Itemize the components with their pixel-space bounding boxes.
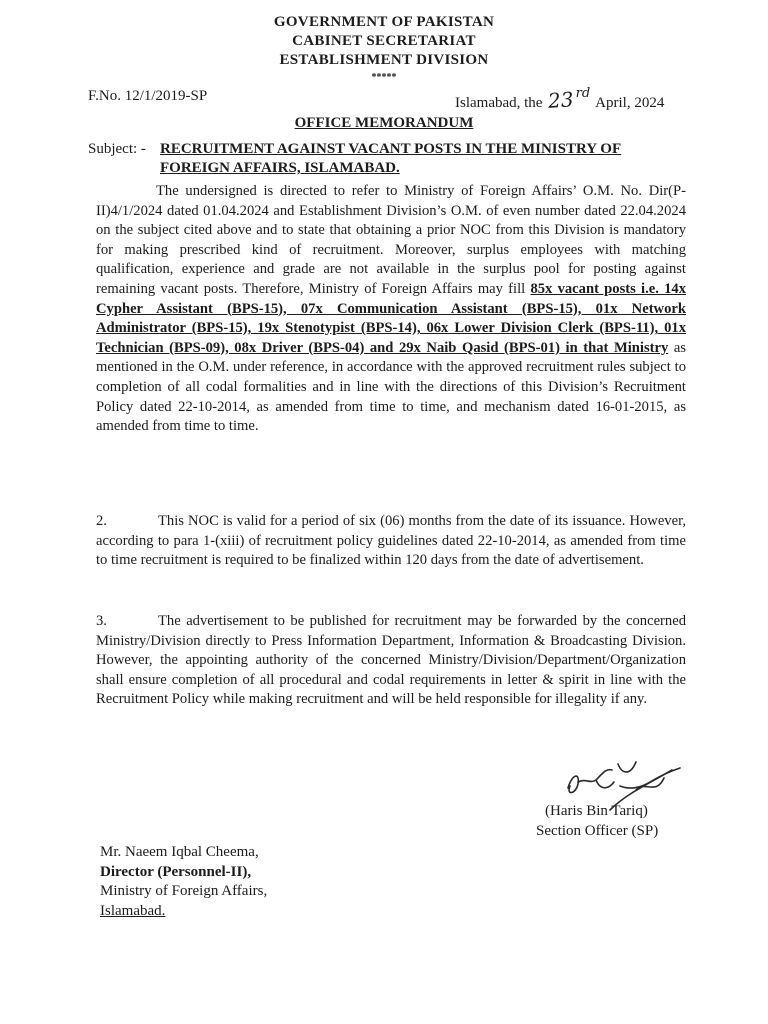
paragraph-3 bbox=[96, 612, 686, 710]
addressee-name: Mr. Naeem Iqbal Cheema, bbox=[100, 844, 259, 860]
addressee-organization: Ministry of Foreign Affairs, bbox=[100, 883, 268, 899]
signatory-name: (Haris Bin Tariq) bbox=[545, 803, 648, 819]
header-cabinet: CABINET SECRETARIAT bbox=[292, 33, 476, 49]
header-stars: ***** bbox=[371, 72, 397, 83]
para1-closing: as mentioned in the O.M. under reference, in accordance with the approved recruitment rules subject to completion of all codal formalities and in line with the directions of this Division’s Recruitment Policy dated 22-10-2014, as amended from time to time, and mechanism dated 16-01-2015, as amended from time to time. bbox=[96, 339, 686, 435]
date-day-suffix: rd bbox=[575, 86, 591, 101]
para3-number: 3. bbox=[96, 613, 107, 629]
subject-label: Subject: - bbox=[88, 141, 146, 157]
addressee-block bbox=[100, 843, 267, 921]
date-prefix: Islamabad, the bbox=[455, 95, 543, 111]
paragraph-2 bbox=[96, 512, 686, 571]
paragraph-1 bbox=[96, 182, 686, 437]
para2-text: This NOC is valid for a period of six (06) months from the date of its issuance. However, according to para 1-(xiii) of recruitment policy guidelines dated 22-10-2014, as amended from time to time recruitment is required to be finalized within 120 days from the date of advertisement. bbox=[96, 513, 686, 569]
date-month-year: April, 2024 bbox=[595, 95, 665, 111]
date-day-handwritten: 23 bbox=[547, 87, 575, 113]
date-line bbox=[455, 88, 664, 112]
file-number: F.No. 12/1/2019-SP bbox=[88, 88, 208, 104]
para1-vacant-posts: 85x vacant posts i.e. 14x Cypher Assistant (BPS-15), 07x Communication Assistant (BPS-15), 01x Network Administrator (BPS-15), 19x Stenotypist (BPS-14), 06x Lower Division Clerk (BPS-11), 01x Technician (BPS-09), 08x Driver (BPS-04) and 29x Naib Qasid (BPS-01) in that Ministry bbox=[96, 280, 686, 356]
signatory-designation: Section Officer (SP) bbox=[536, 823, 659, 839]
para1-intro: The undersigned is directed to refer to Ministry of Foreign Affairs’ O.M. No. Dir(P-II)4/1/2024 dated 01.04.2024 and Establishment Division’s O.M. of even number dated 22.04.2024 on the subject cited above and to state that obtaining a prior NOC from this Division is mandatory for making prescribed kind of recruitment. Moreover, surplus employees with matching qualification, experience and grade are not available in the surplus pool for posting against remaining vacant posts. Therefore, Ministry of Foreign Affairs may fill bbox=[96, 183, 686, 297]
header-division: ESTABLISHMENT DIVISION bbox=[279, 52, 489, 68]
subject-text: RECRUITMENT AGAINST VACANT POSTS IN THE MINISTRY OF FOREIGN AFFAIRS, ISLAMABAD. bbox=[160, 141, 622, 176]
para3-text: The advertisement to be published for recruitment may be forwarded by the concerned Ministry/Division directly to Press Information Department, Information & Broadcasting Division. However, the appointing authority of the concerned Ministry/Division/Department/Organization shall ensure completion of all procedural and codal requirements in letter & spirit in line with the Recruitment Policy while making recruitment and will be held responsible for illegality if any. bbox=[96, 613, 686, 708]
para2-number: 2. bbox=[96, 513, 107, 529]
memo-title: OFFICE MEMORANDUM bbox=[294, 115, 474, 131]
addressee-city: Islamabad. bbox=[100, 902, 166, 919]
header-government: GOVERNMENT OF PAKISTAN bbox=[273, 14, 495, 30]
addressee-designation: Director (Personnel-II), bbox=[100, 863, 252, 880]
